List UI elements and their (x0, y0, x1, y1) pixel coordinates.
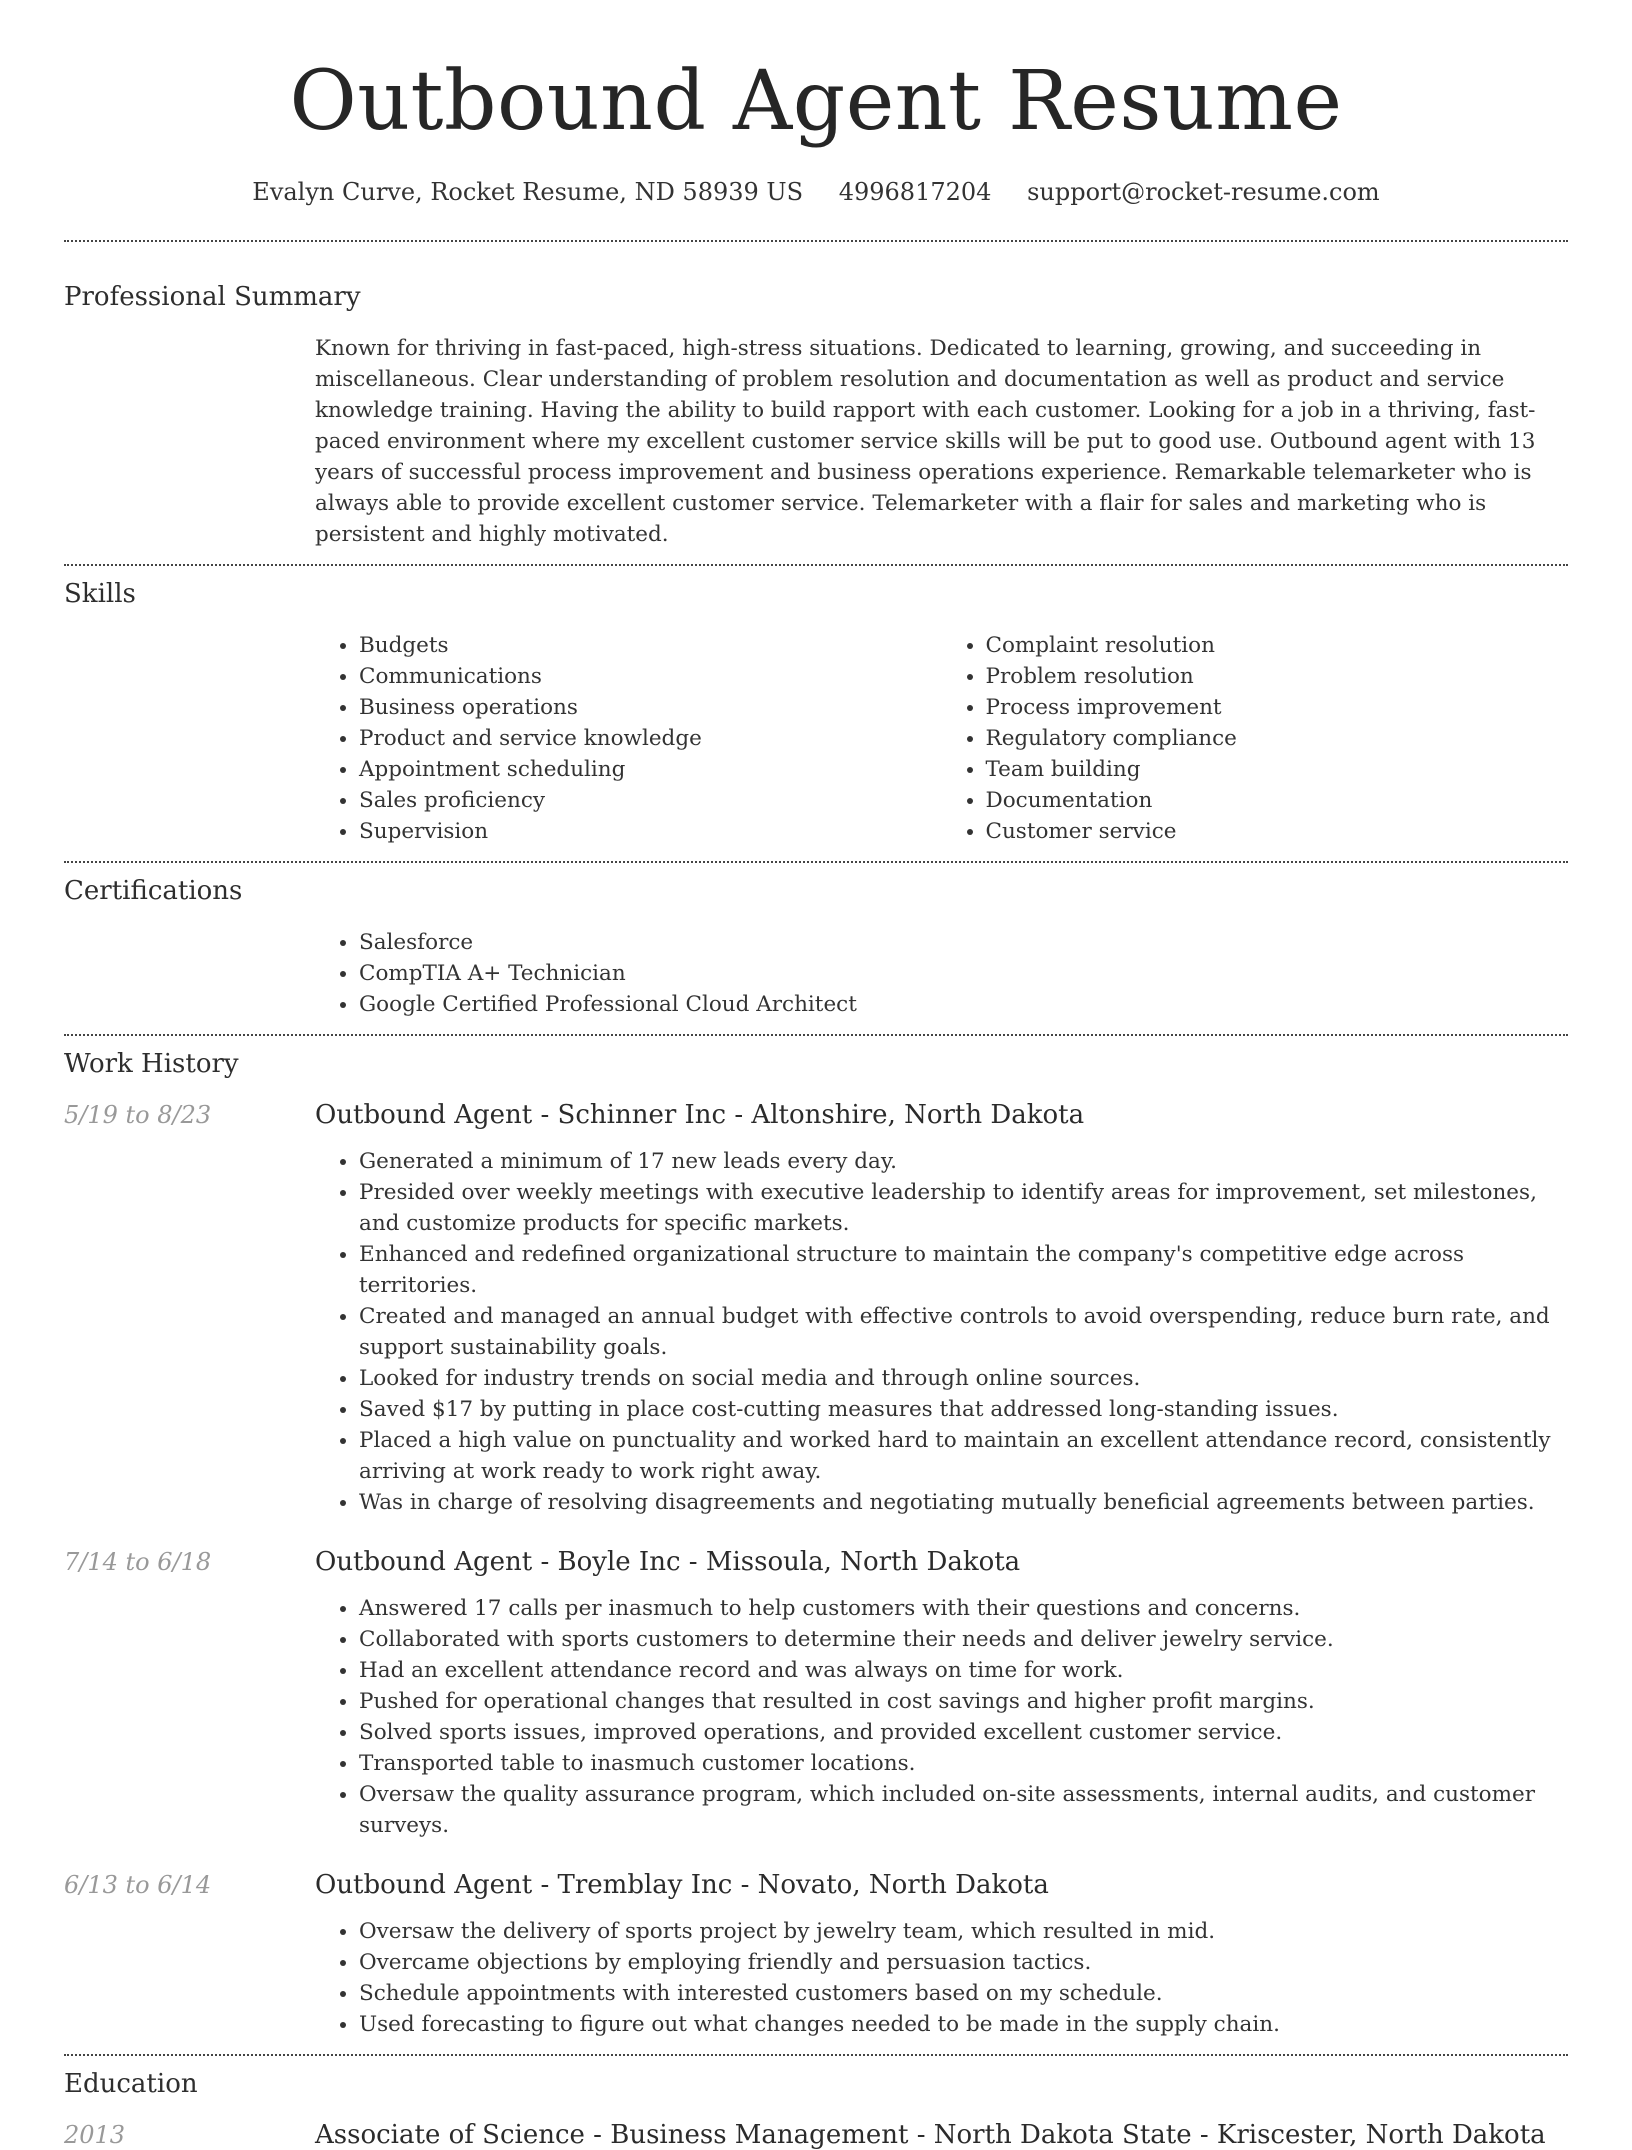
job-bullets (315, 1146, 1568, 1518)
divider (64, 1034, 1568, 1036)
skill-item: • Communications (359, 661, 942, 692)
contact-address: Evalyn Curve, Rocket Resume, ND 58939 US (252, 178, 804, 206)
skill-item: • Team building (986, 754, 1569, 785)
job-bullet: • Looked for industry trends on social media and through online sources. (359, 1363, 1568, 1394)
summary-text: Known for thriving in fast-paced, high-stress situations. Dedicated to learning, growing, and succeeding in miscellaneous. Clear understanding of problem resolution and documentation as well as product and service knowledge training. Having the ability to build rapport with each customer. Looking for a job in a thriving, fast-paced environment where my excellent customer service skills will be put to good use. Outbound agent with 13 years of successful process improvement and business operations experience. Remarkable telemarketer who is always able to provide excellent customer service. Telemarketer with a flair for sales and marketing who is persistent and highly motivated. (315, 336, 1536, 547)
skills-column-right (942, 630, 1569, 847)
job-header (64, 1870, 1568, 1900)
job-dates: 5/19 to 8/23 (64, 1101, 212, 1129)
skill-item: • Business operations (359, 692, 942, 723)
job-header (64, 1100, 1568, 1130)
job-bullets (315, 1916, 1568, 2040)
skill-item: • Appointment scheduling (359, 754, 942, 785)
skill-item: • Customer service (986, 816, 1569, 847)
job-bullet: • Answered 17 calls per inasmuch to help customers with their questions and concerns. (359, 1593, 1568, 1624)
resume-page (64, 0, 1568, 2150)
contact-phone: 4996817204 (838, 178, 992, 206)
skill-item: • Sales proficiency (359, 785, 942, 816)
contact-email: support@rocket-resume.com (1027, 178, 1380, 206)
skill-item: • Problem resolution (986, 661, 1569, 692)
job-bullet: • Enhanced and redefined organizational structure to maintain the company's competitive edge across territories. (359, 1239, 1568, 1301)
job-bullet: • Schedule appointments with interested customers based on my schedule. (359, 1978, 1568, 2009)
job-title: Outbound Agent - Schinner Inc - Altonshire, North Dakota (315, 1100, 1085, 1130)
job-bullet: • Had an excellent attendance record and was always on time for work. (359, 1655, 1568, 1686)
job-bullet: • Pushed for operational changes that resulted in cost savings and higher profit margins. (359, 1686, 1568, 1717)
job-bullet: • Saved $17 by putting in place cost-cutting measures that addressed long-standing issues. (359, 1394, 1568, 1425)
job-bullet: • Oversaw the delivery of sports project by jewelry team, which resulted in mid. (359, 1916, 1568, 1947)
job-bullet: • Generated a minimum of 17 new leads every day. (359, 1146, 1568, 1177)
skill-item: • Supervision (359, 816, 942, 847)
job-bullet: • Transported table to inasmuch customer locations. (359, 1748, 1568, 1779)
contact-line (64, 176, 1568, 208)
education-date: 2013 (64, 2121, 126, 2149)
skill-item: • Budgets (359, 630, 942, 661)
certifications-heading: Certifications (64, 876, 243, 906)
certification-item: • CompTIA A+ Technician (359, 958, 1568, 989)
divider (64, 240, 1568, 242)
job-bullet: • Presided over weekly meetings with executive leadership to identify areas for improvement, set milestones, and customize products for specific markets. (359, 1177, 1568, 1239)
job-title: Outbound Agent - Tremblay Inc - Novato, North Dakota (315, 1870, 1049, 1900)
skill-item: • Regulatory compliance (986, 723, 1569, 754)
summary-heading: Professional Summary (64, 282, 361, 312)
skills-list (315, 630, 1568, 847)
job-dates: 7/14 to 6/18 (64, 1548, 212, 1576)
education-title: Associate of Science - Business Management - North Dakota State - Kriscester, North Dakota (315, 2120, 1546, 2150)
work-history-heading: Work History (64, 1049, 239, 1079)
certification-item: • Salesforce (359, 927, 1568, 958)
job-bullet: • Was in charge of resolving disagreements and negotiating mutually beneficial agreements between parties. (359, 1487, 1568, 1518)
job-dates: 6/13 to 6/14 (64, 1871, 212, 1899)
job-bullet: • Overcame objections by employing friendly and persuasion tactics. (359, 1947, 1568, 1978)
skill-item: • Product and service knowledge (359, 723, 942, 754)
education-entry (64, 2120, 1568, 2150)
divider (64, 2054, 1568, 2056)
job-bullet: • Used forecasting to figure out what changes needed to be made in the supply chain. (359, 2009, 1568, 2040)
certifications-list (315, 927, 1568, 1020)
job-bullet: • Placed a high value on punctuality and worked hard to maintain an excellent attendance record, consistently arriving at work ready to work right away. (359, 1425, 1568, 1487)
job-bullet: • Collaborated with sports customers to determine their needs and deliver jewelry service. (359, 1624, 1568, 1655)
job-title: Outbound Agent - Boyle Inc - Missoula, North Dakota (315, 1547, 1021, 1577)
divider (64, 861, 1568, 863)
skill-item: • Complaint resolution (986, 630, 1569, 661)
job-header (64, 1547, 1568, 1577)
job-bullet: • Created and managed an annual budget with effective controls to avoid overspending, reduce burn rate, and support sustainability goals. (359, 1301, 1568, 1363)
resume-title: Outbound Agent Resume (289, 54, 1343, 149)
divider (64, 564, 1568, 566)
skill-item: • Process improvement (986, 692, 1569, 723)
skills-column-left (315, 630, 942, 847)
certification-item: • Google Certified Professional Cloud Architect (359, 989, 1568, 1020)
job-bullet: • Solved sports issues, improved operations, and provided excellent customer service. (359, 1717, 1568, 1748)
job-bullets (315, 1593, 1568, 1841)
skill-item: • Documentation (986, 785, 1569, 816)
skills-heading: Skills (64, 579, 136, 609)
education-heading: Education (64, 2069, 198, 2099)
job-bullet: • Oversaw the quality assurance program, which included on-site assessments, internal audits, and customer surveys. (359, 1779, 1568, 1841)
